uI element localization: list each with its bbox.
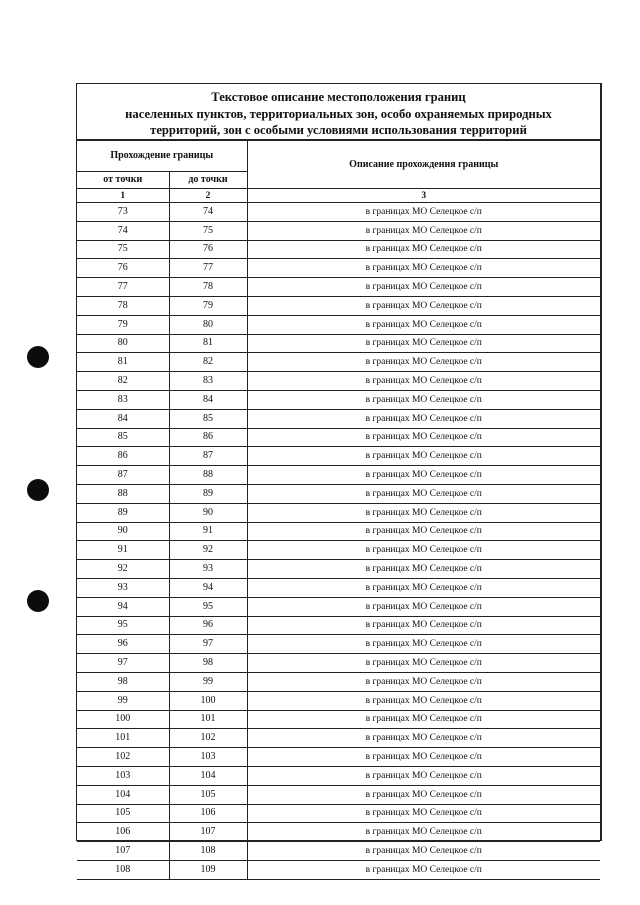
cell-to-point: 93 xyxy=(169,560,247,579)
header-col-number: 3 xyxy=(247,189,600,203)
cell-to-point: 106 xyxy=(169,804,247,823)
table-row xyxy=(77,466,600,485)
table-row xyxy=(77,804,600,823)
cell-from-point: 89 xyxy=(77,503,169,522)
table-row xyxy=(77,823,600,842)
cell-description: в границах МО Селецкое с/п xyxy=(247,409,600,428)
cell-description: в границах МО Селецкое с/п xyxy=(247,560,600,579)
table-body xyxy=(77,203,600,880)
cell-description: в границах МО Селецкое с/п xyxy=(247,259,600,278)
cell-from-point: 76 xyxy=(77,259,169,278)
cell-description: в границах МО Селецкое с/п xyxy=(247,597,600,616)
cell-from-point: 81 xyxy=(77,353,169,372)
table-row xyxy=(77,503,600,522)
cell-to-point: 79 xyxy=(169,296,247,315)
table-row xyxy=(77,315,600,334)
cell-to-point: 97 xyxy=(169,635,247,654)
table-row xyxy=(77,541,600,560)
header-to-point: до точки xyxy=(169,172,247,189)
table-row xyxy=(77,578,600,597)
cell-to-point: 96 xyxy=(169,616,247,635)
cell-from-point: 99 xyxy=(77,691,169,710)
cell-from-point: 105 xyxy=(77,804,169,823)
table-row xyxy=(77,522,600,541)
cell-to-point: 87 xyxy=(169,447,247,466)
cell-description: в границах МО Селецкое с/п xyxy=(247,372,600,391)
cell-to-point: 90 xyxy=(169,503,247,522)
cell-from-point: 79 xyxy=(77,315,169,334)
binder-hole xyxy=(27,590,49,612)
cell-to-point: 84 xyxy=(169,390,247,409)
cell-description: в границах МО Селецкое с/п xyxy=(247,315,600,334)
title-line: Текстовое описание местоположения границ xyxy=(211,90,466,104)
cell-from-point: 108 xyxy=(77,860,169,879)
cell-from-point: 94 xyxy=(77,597,169,616)
cell-from-point: 78 xyxy=(77,296,169,315)
title-line: населенных пунктов, территориальных зон, особо охраняемых природных xyxy=(125,106,552,121)
cell-description: в границах МО Селецкое с/п xyxy=(247,428,600,447)
cell-to-point: 91 xyxy=(169,522,247,541)
cell-to-point: 85 xyxy=(169,409,247,428)
table-row xyxy=(77,616,600,635)
cell-to-point: 104 xyxy=(169,766,247,785)
table-row xyxy=(77,484,600,503)
cell-description: в границах МО Селецкое с/п xyxy=(247,390,600,409)
cell-to-point: 95 xyxy=(169,597,247,616)
cell-description: в границах МО Селецкое с/п xyxy=(247,578,600,597)
header-from-point: от точки xyxy=(77,172,169,189)
cell-from-point: 87 xyxy=(77,466,169,485)
cell-to-point: 103 xyxy=(169,748,247,767)
table-row xyxy=(77,654,600,673)
cell-from-point: 106 xyxy=(77,823,169,842)
table-row xyxy=(77,785,600,804)
cell-to-point: 77 xyxy=(169,259,247,278)
cell-to-point: 75 xyxy=(169,221,247,240)
cell-to-point: 109 xyxy=(169,860,247,879)
cell-description: в границах МО Селецкое с/п xyxy=(247,221,600,240)
cell-to-point: 86 xyxy=(169,428,247,447)
cell-description: в границах МО Селецкое с/п xyxy=(247,203,600,222)
cell-from-point: 82 xyxy=(77,372,169,391)
cell-from-point: 100 xyxy=(77,710,169,729)
cell-from-point: 92 xyxy=(77,560,169,579)
table-row xyxy=(77,729,600,748)
cell-from-point: 77 xyxy=(77,278,169,297)
document-frame xyxy=(76,83,602,875)
cell-description: в границах МО Селецкое с/п xyxy=(247,334,600,353)
cell-description: в границах МО Селецкое с/п xyxy=(247,296,600,315)
cell-from-point: 83 xyxy=(77,390,169,409)
cell-to-point: 80 xyxy=(169,315,247,334)
header-col-number: 1 xyxy=(77,189,169,203)
cell-description: в границах МО Селецкое с/п xyxy=(247,447,600,466)
cell-description: в границах МО Селецкое с/п xyxy=(247,353,600,372)
table-row xyxy=(77,748,600,767)
cell-to-point: 101 xyxy=(169,710,247,729)
table-row xyxy=(77,409,600,428)
cell-description: в границах МО Селецкое с/п xyxy=(247,654,600,673)
cell-description: в границах МО Селецкое с/п xyxy=(247,672,600,691)
table-row xyxy=(77,259,600,278)
table-row xyxy=(77,447,600,466)
cell-description: в границах МО Селецкое с/п xyxy=(247,729,600,748)
cell-to-point: 82 xyxy=(169,353,247,372)
cell-from-point: 73 xyxy=(77,203,169,222)
table-row xyxy=(77,710,600,729)
cell-from-point: 104 xyxy=(77,785,169,804)
cell-to-point: 107 xyxy=(169,823,247,842)
cell-from-point: 90 xyxy=(77,522,169,541)
cell-from-point: 91 xyxy=(77,541,169,560)
table-row xyxy=(77,635,600,654)
cell-from-point: 74 xyxy=(77,221,169,240)
cell-to-point: 105 xyxy=(169,785,247,804)
cell-to-point: 78 xyxy=(169,278,247,297)
cell-description: в границах МО Селецкое с/п xyxy=(247,522,600,541)
binder-hole xyxy=(27,479,49,501)
cell-description: в границах МО Селецкое с/п xyxy=(247,842,600,861)
cell-description: в границах МО Селецкое с/п xyxy=(247,466,600,485)
cell-from-point: 80 xyxy=(77,334,169,353)
cell-to-point: 74 xyxy=(169,203,247,222)
cell-to-point: 88 xyxy=(169,466,247,485)
cell-to-point: 92 xyxy=(169,541,247,560)
table-row xyxy=(77,372,600,391)
title-line: территорий, зон с особыми условиями использования территорий xyxy=(150,123,527,137)
cell-from-point: 85 xyxy=(77,428,169,447)
cell-to-point: 99 xyxy=(169,672,247,691)
table-row xyxy=(77,390,600,409)
cell-description: в границах МО Селецкое с/п xyxy=(247,860,600,879)
cell-description: в границах МО Селецкое с/п xyxy=(247,616,600,635)
cell-description: в границах МО Селецкое с/п xyxy=(247,503,600,522)
cell-description: в границах МО Селецкое с/п xyxy=(247,278,600,297)
cell-description: в границах МО Селецкое с/п xyxy=(247,541,600,560)
cell-from-point: 96 xyxy=(77,635,169,654)
cell-from-point: 88 xyxy=(77,484,169,503)
table-row xyxy=(77,203,600,222)
cell-description: в границах МО Селецкое с/п xyxy=(247,691,600,710)
cell-to-point: 98 xyxy=(169,654,247,673)
cell-to-point: 100 xyxy=(169,691,247,710)
document-title xyxy=(77,84,600,140)
boundary-table xyxy=(77,140,600,880)
cell-to-point: 94 xyxy=(169,578,247,597)
table-row xyxy=(77,221,600,240)
cell-from-point: 84 xyxy=(77,409,169,428)
cell-description: в границах МО Селецкое с/п xyxy=(247,785,600,804)
cell-to-point: 89 xyxy=(169,484,247,503)
cell-description: в границах МО Селецкое с/п xyxy=(247,823,600,842)
cell-to-point: 102 xyxy=(169,729,247,748)
table-row xyxy=(77,353,600,372)
cell-from-point: 107 xyxy=(77,842,169,861)
table-row xyxy=(77,842,600,861)
table-row xyxy=(77,860,600,879)
cell-from-point: 98 xyxy=(77,672,169,691)
cell-from-point: 75 xyxy=(77,240,169,259)
table-row xyxy=(77,691,600,710)
cell-description: в границах МО Селецкое с/п xyxy=(247,635,600,654)
cell-to-point: 76 xyxy=(169,240,247,259)
table-row xyxy=(77,278,600,297)
cell-from-point: 93 xyxy=(77,578,169,597)
cell-description: в границах МО Селецкое с/п xyxy=(247,766,600,785)
table-row xyxy=(77,672,600,691)
cell-description: в границах МО Селецкое с/п xyxy=(247,710,600,729)
table-row xyxy=(77,766,600,785)
cell-from-point: 86 xyxy=(77,447,169,466)
header-boundary-passage: Прохождение границы xyxy=(77,141,247,172)
cell-from-point: 101 xyxy=(77,729,169,748)
cell-from-point: 103 xyxy=(77,766,169,785)
cell-description: в границах МО Селецкое с/п xyxy=(247,748,600,767)
header-description: Описание прохождения границы xyxy=(247,141,600,189)
header-col-number: 2 xyxy=(169,189,247,203)
cell-description: в границах МО Селецкое с/п xyxy=(247,240,600,259)
binder-hole xyxy=(27,346,49,368)
cell-to-point: 83 xyxy=(169,372,247,391)
cell-description: в границах МО Селецкое с/п xyxy=(247,484,600,503)
cell-to-point: 108 xyxy=(169,842,247,861)
cell-to-point: 81 xyxy=(169,334,247,353)
cell-from-point: 97 xyxy=(77,654,169,673)
table-row xyxy=(77,296,600,315)
cell-description: в границах МО Селецкое с/п xyxy=(247,804,600,823)
table-row xyxy=(77,334,600,353)
cell-from-point: 95 xyxy=(77,616,169,635)
cell-from-point: 102 xyxy=(77,748,169,767)
table-row xyxy=(77,428,600,447)
table-row xyxy=(77,240,600,259)
table-row xyxy=(77,597,600,616)
table-row xyxy=(77,560,600,579)
